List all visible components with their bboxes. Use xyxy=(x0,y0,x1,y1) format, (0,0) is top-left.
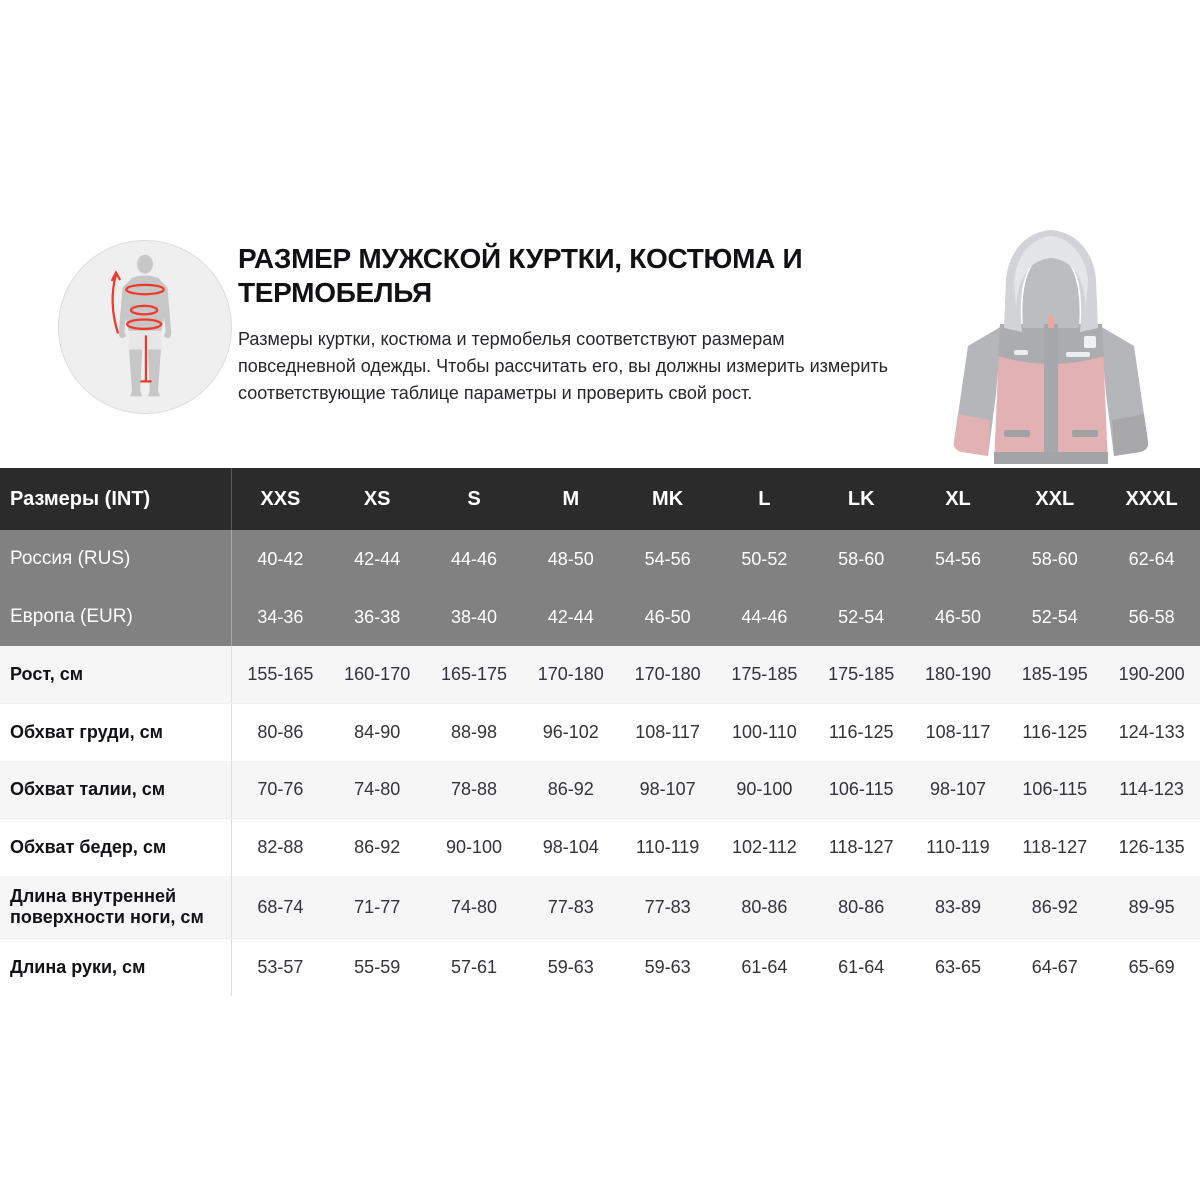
size-col-xxxl: XXXL xyxy=(1125,487,1178,510)
table-row-arm xyxy=(0,938,1200,996)
size-col-lk: LK xyxy=(847,487,875,510)
size-col-xs: XS xyxy=(363,487,391,510)
cell: 77-83 xyxy=(644,896,691,917)
cell: 100-110 xyxy=(732,722,797,742)
cell: 108-117 xyxy=(635,722,700,742)
size-col-m: M xyxy=(562,487,580,510)
cell: 63-65 xyxy=(934,957,982,977)
page-title: РАЗМЕР МУЖСКОЙ КУРТКИ, КОСТЮМА И ТЕРМОБЕЛЬЯ xyxy=(238,243,803,308)
cell: 80-86 xyxy=(741,896,788,917)
cell: 90-100 xyxy=(736,779,793,799)
intro-text-block xyxy=(238,242,918,407)
table-row-inner-leg xyxy=(0,876,1200,938)
cell: 124-133 xyxy=(1118,722,1185,742)
cell: 106-115 xyxy=(1022,779,1088,799)
cell: 90-100 xyxy=(445,837,503,857)
cell: 175-185 xyxy=(731,664,798,684)
cell: 71-77 xyxy=(354,896,401,917)
cell: 56-58 xyxy=(1128,606,1175,627)
row-label: Россия (RUS) xyxy=(0,530,232,588)
cell: 86-92 xyxy=(547,779,594,799)
cell: 61-64 xyxy=(838,957,885,977)
jacket-image xyxy=(938,224,1164,470)
jacket-product-photo xyxy=(938,224,1164,470)
cell: 126-135 xyxy=(1118,837,1185,857)
cell: 86-92 xyxy=(354,837,401,857)
cell: 82-88 xyxy=(257,837,304,857)
cell: 175-185 xyxy=(828,664,895,684)
cell: 38-40 xyxy=(450,606,498,627)
cell: 42-44 xyxy=(547,606,594,627)
cell: 116-125 xyxy=(828,722,894,742)
body-measurement-illustration xyxy=(70,252,220,402)
table-row-europe xyxy=(0,588,1200,646)
cell: 155-165 xyxy=(247,664,314,684)
row-label: Европа (EUR) xyxy=(0,588,232,646)
cell: 160-170 xyxy=(344,664,411,684)
table-row-waist xyxy=(0,761,1200,818)
row-label: Обхват груди, см xyxy=(0,704,232,761)
cell: 57-61 xyxy=(450,957,498,977)
cell: 98-104 xyxy=(542,837,599,857)
cell: 59-63 xyxy=(547,957,594,977)
cell: 50-52 xyxy=(741,548,788,569)
row-label: Обхват бедер, см xyxy=(0,819,232,876)
size-col-s: S xyxy=(467,487,481,510)
table-row-russia xyxy=(0,530,1200,588)
cell: 98-107 xyxy=(639,779,696,799)
cell: 34-36 xyxy=(257,606,304,627)
row-label: Рост, см xyxy=(0,646,232,703)
table-row-hips xyxy=(0,818,1200,876)
cell: 89-95 xyxy=(1128,896,1175,917)
cell: 61-64 xyxy=(741,957,788,977)
cell: 83-89 xyxy=(934,896,982,917)
table-row-height xyxy=(0,646,1200,703)
cell: 102-112 xyxy=(732,837,797,857)
cell: 53-57 xyxy=(257,957,304,977)
cell: 96-102 xyxy=(542,722,599,742)
cell: 78-88 xyxy=(450,779,498,799)
cell: 110-119 xyxy=(635,837,700,857)
cell: 185-195 xyxy=(1021,664,1088,684)
cell: 77-83 xyxy=(547,896,594,917)
cell: 40-42 xyxy=(257,548,304,569)
cell: 36-38 xyxy=(354,606,401,627)
cell: 58-60 xyxy=(838,548,885,569)
cell: 98-107 xyxy=(929,779,987,799)
table-row-chest xyxy=(0,703,1200,761)
cell: 170-180 xyxy=(634,664,701,684)
cell: 65-69 xyxy=(1128,957,1175,977)
cell: 48-50 xyxy=(547,548,594,569)
page-description: Размеры куртки, костюма и термобелья соответствуют размерам повседневной одежды. Чтобы рассчитать его, вы должны измерить измерить соответствующие таблице параметры и проверить свой рост. xyxy=(238,329,888,403)
intro-section xyxy=(0,230,1200,468)
cell: 42-44 xyxy=(354,548,401,569)
cell: 74-80 xyxy=(354,779,401,799)
size-table xyxy=(0,468,1200,996)
row-label: Длина внутренней поверхности ноги, см xyxy=(0,876,232,938)
cell: 52-54 xyxy=(838,606,885,627)
cell: 80-86 xyxy=(257,722,304,742)
size-col-xl: XL xyxy=(945,487,971,510)
cell: 118-127 xyxy=(828,837,894,857)
cell: 68-74 xyxy=(257,896,304,917)
size-col-xxl: XXL xyxy=(1035,487,1075,510)
cell: 88-98 xyxy=(450,722,498,742)
cell: 80-86 xyxy=(838,896,885,917)
cell: 118-127 xyxy=(1022,837,1088,857)
cell: 70-76 xyxy=(257,779,304,799)
cell: 170-180 xyxy=(537,664,604,684)
cell: 58-60 xyxy=(1031,548,1078,569)
cell: 52-54 xyxy=(1031,606,1078,627)
table-corner-label: Размеры (INT) xyxy=(0,468,232,530)
size-col-mk: MK xyxy=(652,487,684,510)
cell: 165-175 xyxy=(440,664,508,684)
cell: 59-63 xyxy=(644,957,691,977)
body-measurement-icon xyxy=(58,240,232,414)
cell: 44-46 xyxy=(450,548,498,569)
cell: 110-119 xyxy=(926,837,990,857)
cell: 190-200 xyxy=(1118,664,1185,684)
cell: 114-123 xyxy=(1119,779,1184,799)
row-label: Обхват талии, см xyxy=(0,761,232,818)
cell: 74-80 xyxy=(450,896,498,917)
cell: 180-190 xyxy=(924,664,992,684)
cell: 46-50 xyxy=(644,606,691,627)
size-col-xxs: XXS xyxy=(260,487,301,510)
cell: 86-92 xyxy=(1031,896,1078,917)
cell: 54-56 xyxy=(934,548,982,569)
cell: 106-115 xyxy=(828,779,894,799)
cell: 54-56 xyxy=(644,548,691,569)
cell: 55-59 xyxy=(354,957,401,977)
cell: 64-67 xyxy=(1031,957,1078,977)
cell: 84-90 xyxy=(354,722,401,742)
table-header-row xyxy=(0,468,1200,530)
cell: 46-50 xyxy=(934,606,982,627)
cell: 116-125 xyxy=(1022,722,1088,742)
cell: 62-64 xyxy=(1128,548,1175,569)
cell: 44-46 xyxy=(741,606,788,627)
size-col-l: L xyxy=(758,487,771,510)
row-label: Длина руки, см xyxy=(0,939,232,996)
cell: 108-117 xyxy=(925,722,991,742)
